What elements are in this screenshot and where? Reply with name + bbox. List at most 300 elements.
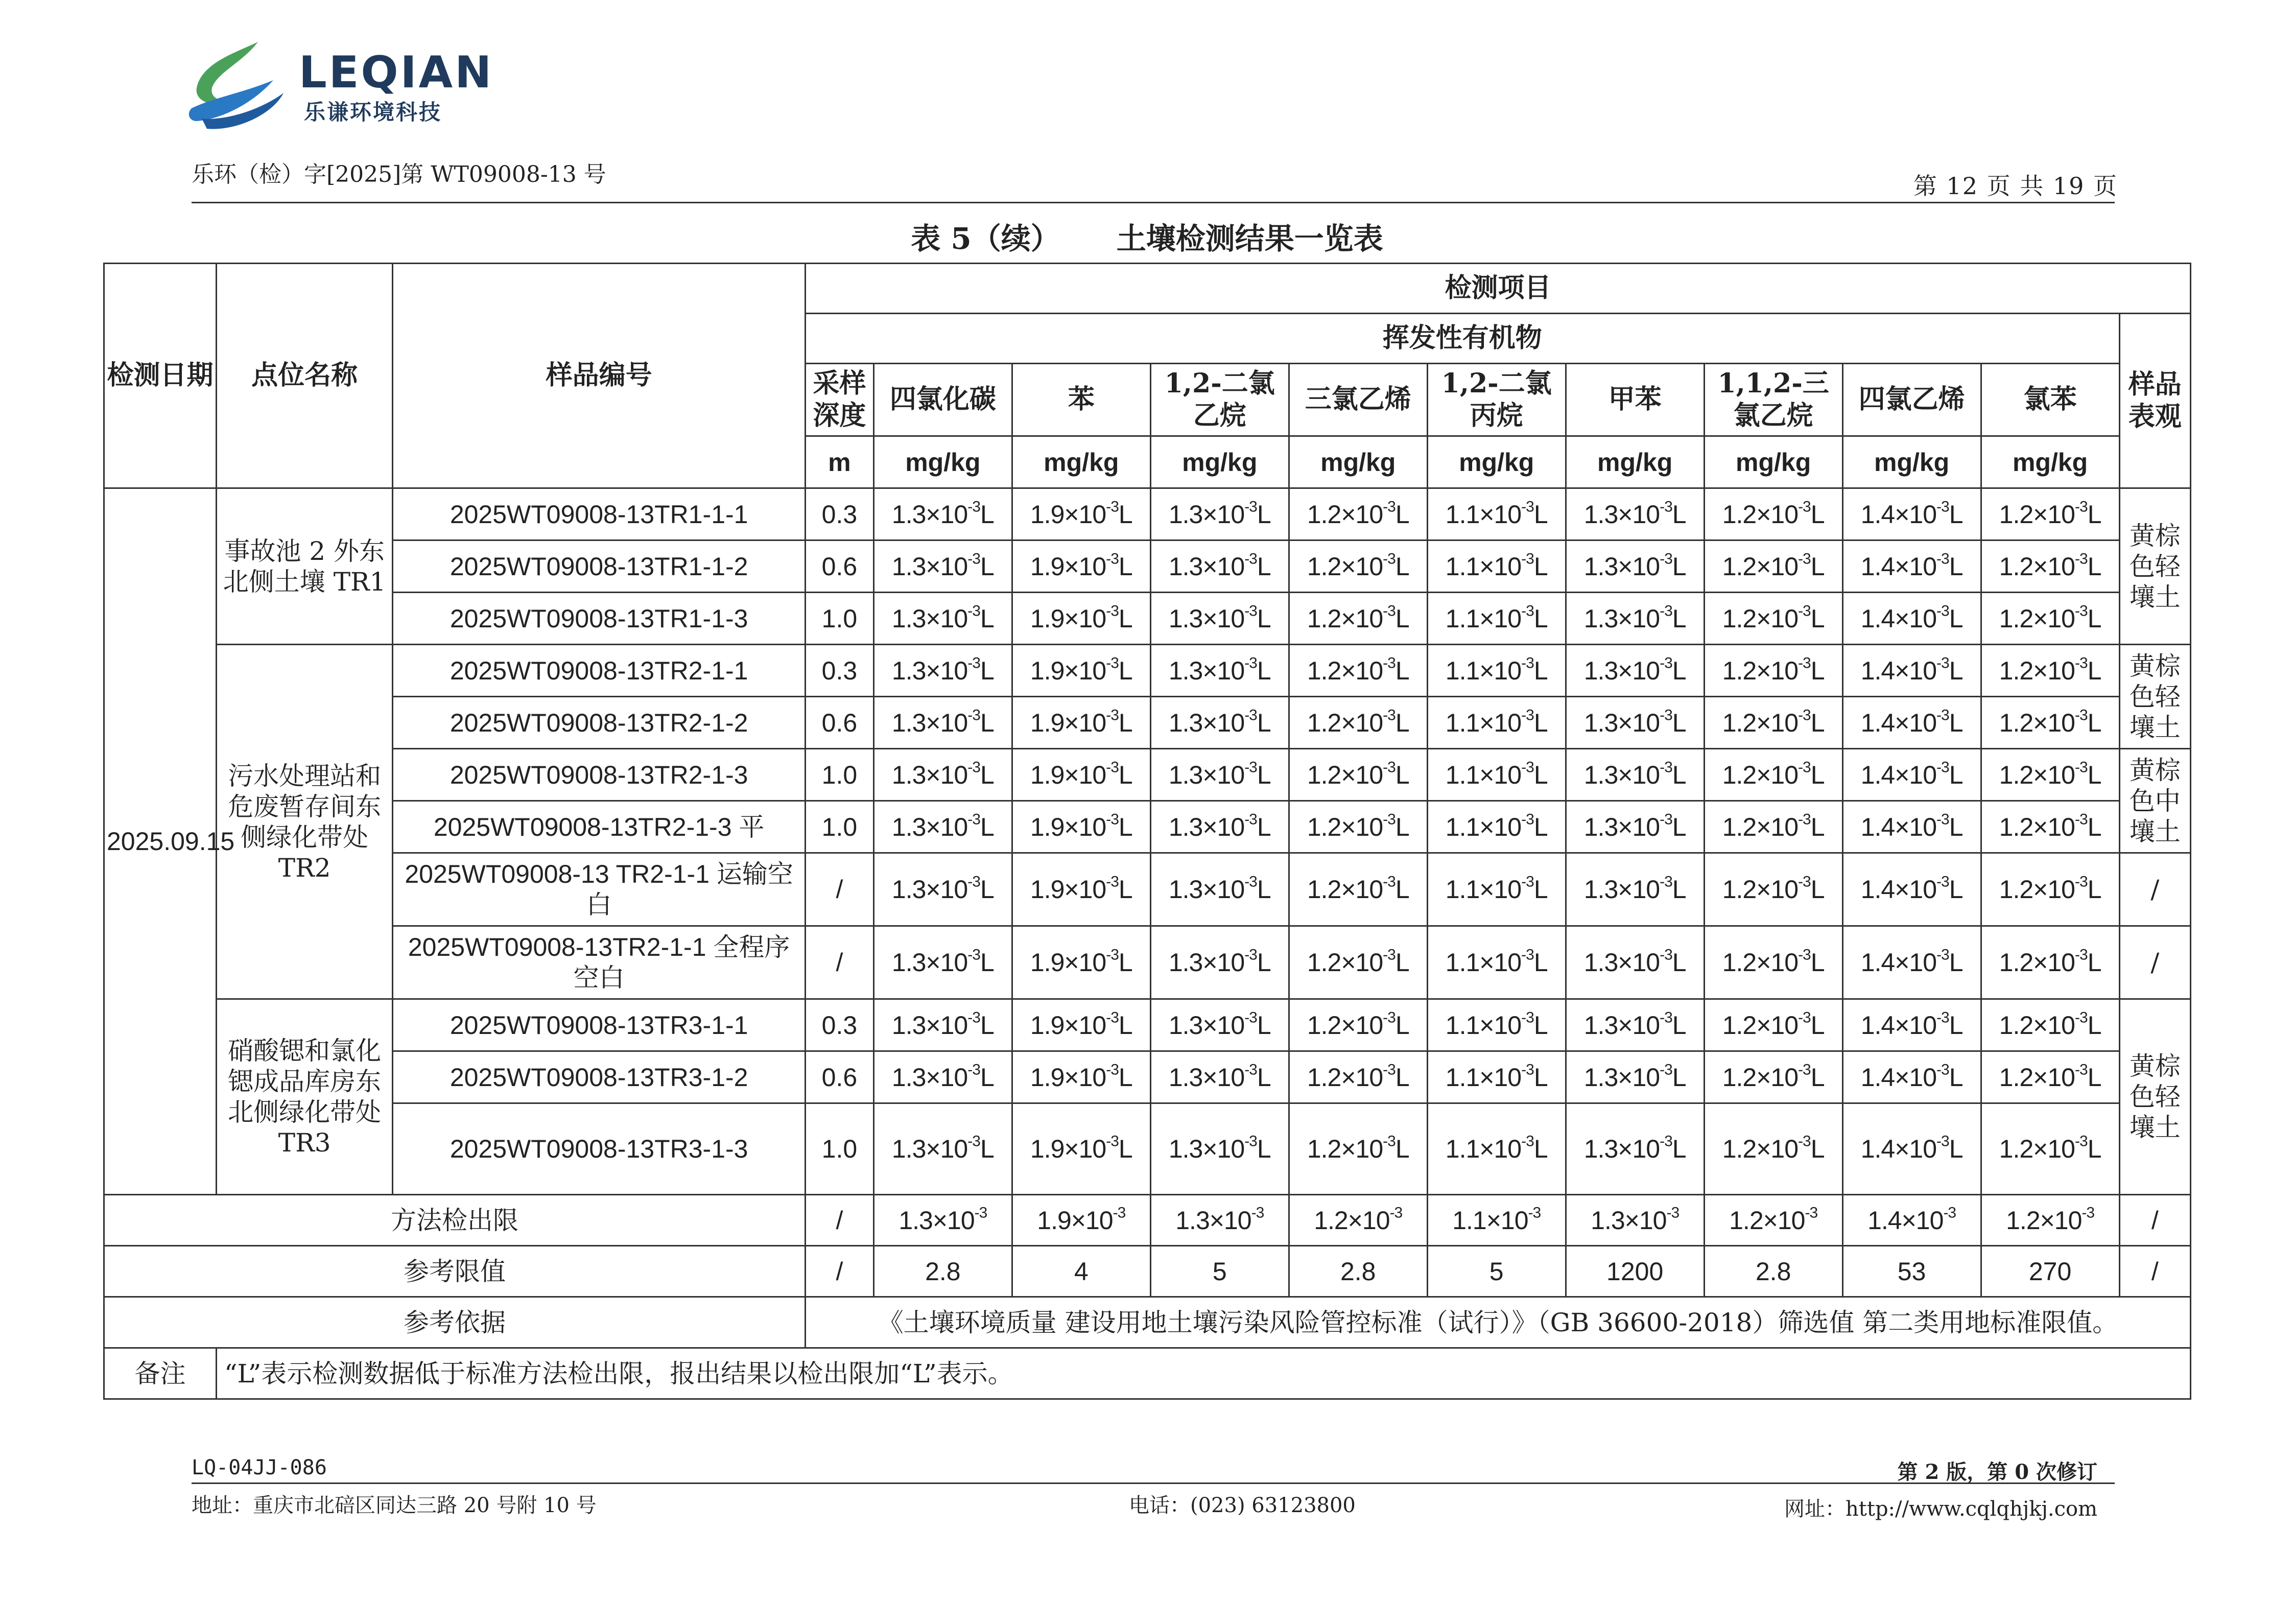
header-date: 检测日期	[104, 264, 217, 488]
below-limit-flag: L	[1533, 760, 1548, 789]
mantissa: 1.4	[1860, 812, 1895, 841]
exponent: -3	[1106, 1009, 1119, 1026]
unit-conc: mg/kg	[873, 436, 1012, 488]
result-value	[1981, 645, 2119, 697]
below-limit-flag: L	[1395, 1010, 1409, 1040]
times-ten: ×10	[926, 708, 968, 737]
exponent: -3	[2075, 498, 2088, 515]
below-limit-flag: L	[1533, 875, 1548, 904]
mantissa: 1.2	[1999, 1135, 2033, 1163]
method-limit-appearance: /	[2119, 1195, 2190, 1246]
times-ten: ×10	[2033, 1063, 2075, 1092]
reference-limit-depth: /	[805, 1246, 873, 1297]
below-limit-flag: L	[1257, 812, 1271, 841]
times-ten: ×10	[926, 875, 968, 904]
mantissa: 1.3	[1168, 500, 1203, 529]
exponent: -3	[1521, 654, 1534, 671]
mantissa: 1.3	[891, 708, 926, 737]
exponent: -3	[1244, 946, 1257, 963]
times-ten: ×10	[926, 812, 968, 841]
mantissa: 1.3	[1168, 604, 1203, 633]
times-ten: ×10	[1486, 1206, 1528, 1235]
times-ten: ×10	[1064, 812, 1106, 841]
result-value	[1842, 926, 1981, 999]
times-ten: ×10	[1756, 656, 1799, 685]
exponent: -3	[1936, 1009, 1949, 1026]
sample-depth: 0.3	[805, 645, 873, 697]
exponent: -3	[1936, 759, 1949, 775]
below-limit-flag: L	[2087, 1063, 2101, 1092]
times-ten: ×10	[1895, 760, 1937, 789]
mantissa: 1.2	[1307, 1010, 1341, 1040]
times-ten: ×10	[1202, 1010, 1245, 1040]
below-limit-flag: L	[1118, 500, 1132, 529]
below-limit-flag: L	[1395, 812, 1409, 841]
header-analyte: 1,1,2-三氯乙烷	[1704, 364, 1842, 436]
exponent: -3	[1106, 873, 1119, 890]
mantissa: 1.3	[1175, 1206, 1210, 1235]
mantissa: 1.3	[1583, 760, 1618, 789]
result-value	[1012, 853, 1150, 926]
result-value	[1289, 540, 1427, 593]
exponent: -3	[1106, 602, 1119, 619]
below-limit-flag: L	[1810, 1010, 1825, 1040]
times-ten: ×10	[1064, 604, 1106, 633]
below-limit-flag: L	[1533, 656, 1548, 685]
mantissa: 1.1	[1445, 812, 1480, 841]
mantissa: 1.2	[1307, 812, 1341, 841]
mantissa: 1.9	[1030, 604, 1065, 633]
exponent: -3	[1244, 759, 1257, 775]
exponent: -3	[1244, 1133, 1257, 1150]
method-limit-value	[1427, 1195, 1566, 1246]
exponent: -3	[1798, 1133, 1811, 1150]
times-ten: ×10	[2033, 656, 2075, 685]
result-value	[1289, 1103, 1427, 1195]
exponent: -3	[1521, 946, 1534, 963]
times-ten: ×10	[1895, 1135, 1937, 1163]
result-value	[873, 697, 1012, 749]
unit-conc: mg/kg	[1012, 436, 1150, 488]
exponent: -3	[1244, 873, 1257, 890]
document-number: 乐环（检）字[2025]第 WT09008-13 号	[192, 161, 606, 187]
exponent: -3	[1936, 602, 1949, 619]
times-ten: ×10	[1064, 1010, 1106, 1040]
exponent: -3	[1798, 602, 1811, 619]
times-ten: ×10	[1341, 1135, 1383, 1163]
result-value	[873, 853, 1012, 926]
times-ten: ×10	[2033, 552, 2075, 581]
mantissa: 1.9	[1030, 1135, 1065, 1163]
below-limit-flag: L	[1949, 812, 1963, 841]
times-ten: ×10	[1618, 708, 1660, 737]
mantissa: 1.2	[1722, 812, 1757, 841]
result-value	[873, 999, 1012, 1051]
mantissa: 1.3	[1168, 812, 1203, 841]
result-value	[1150, 593, 1289, 645]
result-value	[873, 926, 1012, 999]
times-ten: ×10	[1064, 760, 1106, 789]
below-limit-flag: L	[980, 1063, 994, 1092]
below-limit-flag: L	[1257, 760, 1271, 789]
sample-id: 2025WT09008-13TR3-1-2	[393, 1051, 806, 1103]
exponent: -3	[1528, 1204, 1541, 1221]
exponent: -3	[1660, 602, 1672, 619]
exponent: -3	[1521, 759, 1534, 775]
mantissa: 1.2	[1722, 1063, 1757, 1092]
mantissa: 1.9	[1030, 812, 1065, 841]
mantissa: 1.3	[1583, 552, 1618, 581]
mantissa: 1.4	[1860, 1063, 1895, 1092]
point-name: 硝酸锶和氯化锶成品库房东北侧绿化带处 TR3	[216, 999, 392, 1195]
reference-limit-value: 1200	[1566, 1246, 1704, 1297]
times-ten: ×10	[1341, 1063, 1383, 1092]
result-value	[1842, 697, 1981, 749]
mantissa: 1.3	[1168, 708, 1203, 737]
mantissa: 1.3	[1168, 552, 1203, 581]
below-limit-flag: L	[2087, 552, 2101, 581]
sample-depth: 0.6	[805, 1051, 873, 1103]
exponent: -3	[967, 602, 980, 619]
mantissa: 1.3	[891, 812, 926, 841]
sample-appearance: /	[2119, 926, 2190, 999]
mantissa: 1.9	[1030, 552, 1065, 581]
mantissa: 1.2	[1307, 604, 1341, 633]
exponent: -3	[1660, 550, 1672, 567]
exponent: -3	[1798, 654, 1811, 671]
below-limit-flag: L	[1257, 1063, 1271, 1092]
below-limit-flag: L	[980, 875, 994, 904]
mantissa: 1.2	[1307, 1135, 1341, 1163]
times-ten: ×10	[1895, 604, 1937, 633]
times-ten: ×10	[1479, 1063, 1522, 1092]
result-value	[873, 749, 1012, 801]
method-limit-label: 方法检出限	[104, 1195, 806, 1246]
result-value	[1012, 1051, 1150, 1103]
exponent: -3	[1383, 759, 1396, 775]
mantissa: 1.3	[1583, 1063, 1618, 1092]
exponent: -3	[967, 811, 980, 828]
result-value	[1427, 540, 1566, 593]
result-value	[1704, 540, 1842, 593]
below-limit-flag: L	[1949, 552, 1963, 581]
exponent: -3	[1106, 550, 1119, 567]
mantissa: 1.4	[1860, 552, 1895, 581]
header-analyte: 四氯化碳	[873, 364, 1012, 436]
below-limit-flag: L	[1395, 875, 1409, 904]
exponent: -3	[1660, 811, 1672, 828]
result-value	[1704, 926, 1842, 999]
result-value	[1566, 999, 1704, 1051]
sample-id: 2025WT09008-13TR1-1-1	[393, 488, 806, 540]
times-ten: ×10	[1618, 948, 1660, 977]
footer-address: 地址：重庆市北碚区同达三路 20 号附 10 号	[192, 1494, 597, 1517]
times-ten: ×10	[1756, 604, 1799, 633]
mantissa: 1.4	[1860, 1010, 1895, 1040]
result-value	[873, 645, 1012, 697]
exponent: -3	[1383, 1133, 1396, 1150]
below-limit-flag: L	[1949, 1010, 1963, 1040]
exponent: -3	[1936, 707, 1949, 723]
result-value	[1704, 488, 1842, 540]
result-value	[1704, 593, 1842, 645]
exponent: -3	[1660, 1133, 1672, 1150]
exponent: -3	[967, 498, 980, 515]
below-limit-flag: L	[1257, 875, 1271, 904]
result-value	[1981, 1103, 2119, 1195]
result-value	[1704, 749, 1842, 801]
times-ten: ×10	[1763, 1206, 1805, 1235]
mantissa: 1.4	[1867, 1206, 1902, 1235]
below-limit-flag: L	[1672, 1063, 1686, 1092]
sample-depth: 0.6	[805, 540, 873, 593]
exponent: -3	[967, 946, 980, 963]
exponent: -3	[1936, 498, 1949, 515]
mantissa: 1.3	[1583, 812, 1618, 841]
point-name: 事故池 2 外东北侧土壤 TR1	[216, 488, 392, 645]
exponent: -3	[1244, 602, 1257, 619]
exponent: -3	[1798, 759, 1811, 775]
times-ten: ×10	[2040, 1206, 2082, 1235]
below-limit-flag: L	[1810, 760, 1825, 789]
below-limit-flag: L	[1672, 948, 1686, 977]
exponent: -3	[2075, 1009, 2088, 1026]
times-ten: ×10	[1341, 552, 1383, 581]
times-ten: ×10	[1756, 812, 1799, 841]
mantissa: 1.2	[1999, 604, 2033, 633]
exponent: -3	[1660, 498, 1672, 515]
mantissa: 1.2	[1999, 948, 2033, 977]
times-ten: ×10	[1618, 875, 1660, 904]
result-value	[1981, 488, 2119, 540]
mantissa: 1.4	[1860, 760, 1895, 789]
times-ten: ×10	[1202, 1135, 1245, 1163]
below-limit-flag: L	[2087, 604, 2101, 633]
sample-depth: 1.0	[805, 1103, 873, 1195]
result-value	[1981, 853, 2119, 926]
mantissa: 1.1	[1445, 875, 1480, 904]
exponent: -3	[1383, 550, 1396, 567]
times-ten: ×10	[1202, 812, 1245, 841]
unit-conc: mg/kg	[1704, 436, 1842, 488]
below-limit-flag: L	[1257, 604, 1271, 633]
below-limit-flag: L	[1672, 656, 1686, 685]
result-value	[1704, 853, 1842, 926]
exponent: -3	[967, 550, 980, 567]
exponent: -3	[2075, 811, 2088, 828]
result-value	[1566, 593, 1704, 645]
times-ten: ×10	[1895, 500, 1937, 529]
exponent: -3	[1798, 498, 1811, 515]
footer-website: 网址：http://www.cqlqhjkj.com	[1784, 1497, 2097, 1521]
result-value	[1842, 1103, 1981, 1195]
below-limit-flag: L	[2087, 1010, 2101, 1040]
result-value	[1981, 540, 2119, 593]
times-ten: ×10	[1618, 604, 1660, 633]
below-limit-flag: L	[1395, 1135, 1409, 1163]
below-limit-flag: L	[1395, 500, 1409, 529]
mantissa: 1.2	[1307, 500, 1341, 529]
mantissa: 1.3	[891, 760, 926, 789]
result-value	[1150, 1103, 1289, 1195]
table-row	[104, 645, 2191, 697]
times-ten: ×10	[1756, 760, 1799, 789]
times-ten: ×10	[1618, 812, 1660, 841]
exponent: -3	[2075, 1133, 2088, 1150]
sample-depth: 1.0	[805, 749, 873, 801]
result-value	[1981, 593, 2119, 645]
unit-conc: mg/kg	[1842, 436, 1981, 488]
times-ten: ×10	[1479, 604, 1522, 633]
below-limit-flag: L	[1395, 656, 1409, 685]
mantissa: 1.3	[1583, 500, 1618, 529]
exponent: -3	[1660, 1009, 1672, 1026]
exponent: -3	[1798, 873, 1811, 890]
method-limit-value	[1289, 1195, 1427, 1246]
result-value	[1842, 540, 1981, 593]
sample-depth: 0.3	[805, 999, 873, 1051]
below-limit-flag: L	[1672, 552, 1686, 581]
sample-id: 2025WT09008-13TR2-1-2	[393, 697, 806, 749]
mantissa: 1.9	[1030, 948, 1065, 977]
below-limit-flag: L	[1533, 812, 1548, 841]
exponent: -3	[1521, 1133, 1534, 1150]
times-ten: ×10	[1202, 948, 1245, 977]
below-limit-flag: L	[1672, 1010, 1686, 1040]
method-limit-depth: /	[805, 1195, 873, 1246]
exponent: -3	[1106, 654, 1119, 671]
exponent: -3	[967, 1009, 980, 1026]
footer-rule	[192, 1482, 2115, 1484]
times-ten: ×10	[1202, 500, 1245, 529]
below-limit-flag: L	[1533, 708, 1548, 737]
result-value	[1842, 593, 1981, 645]
times-ten: ×10	[1479, 500, 1522, 529]
exponent: -3	[1383, 1009, 1396, 1026]
result-value	[1427, 697, 1566, 749]
times-ten: ×10	[926, 1135, 968, 1163]
result-value	[1981, 926, 2119, 999]
mantissa: 1.3	[1583, 604, 1618, 633]
footer-phone: 电话：(023) 63123800	[1129, 1494, 1356, 1517]
exponent: -3	[2075, 759, 2088, 775]
sample-depth: 1.0	[805, 593, 873, 645]
exponent: -3	[1383, 1061, 1396, 1078]
result-value	[1704, 999, 1842, 1051]
times-ten: ×10	[1618, 552, 1660, 581]
result-value	[1981, 697, 2119, 749]
mantissa: 1.3	[891, 604, 926, 633]
times-ten: ×10	[1756, 552, 1799, 581]
below-limit-flag: L	[1672, 1135, 1686, 1163]
method-limit-value	[1566, 1195, 1704, 1246]
result-value	[1981, 999, 2119, 1051]
below-limit-flag: L	[1949, 1135, 1963, 1163]
mantissa: 1.2	[1722, 500, 1757, 529]
result-value	[1150, 999, 1289, 1051]
exponent: -3	[1936, 873, 1949, 890]
mantissa: 1.3	[1168, 1063, 1203, 1092]
times-ten: ×10	[926, 552, 968, 581]
mantissa: 1.3	[891, 552, 926, 581]
unit-conc: mg/kg	[1427, 436, 1566, 488]
times-ten: ×10	[932, 1206, 975, 1235]
times-ten: ×10	[1202, 552, 1245, 581]
result-value	[1012, 1103, 1150, 1195]
exponent: -3	[1251, 1204, 1264, 1221]
sample-depth: /	[805, 853, 873, 926]
point-name: 污水处理站和危废暂存间东侧绿化带处 TR2	[216, 645, 392, 999]
below-limit-flag: L	[2087, 656, 2101, 685]
mantissa: 1.9	[1030, 708, 1065, 737]
result-value	[1012, 926, 1150, 999]
below-limit-flag: L	[1257, 1010, 1271, 1040]
table-row	[104, 488, 2191, 540]
remark-label: 备注	[104, 1348, 217, 1399]
times-ten: ×10	[2033, 948, 2075, 977]
mantissa: 1.3	[1168, 656, 1203, 685]
mantissa: 1.4	[1860, 500, 1895, 529]
result-value	[1427, 593, 1566, 645]
mantissa: 1.9	[1030, 656, 1065, 685]
exponent: -3	[1798, 550, 1811, 567]
exponent: -3	[1798, 946, 1811, 963]
times-ten: ×10	[1341, 604, 1383, 633]
times-ten: ×10	[926, 1010, 968, 1040]
mantissa: 1.2	[1999, 656, 2033, 685]
times-ten: ×10	[1479, 812, 1522, 841]
times-ten: ×10	[926, 500, 968, 529]
result-value	[1289, 593, 1427, 645]
below-limit-flag: L	[1257, 500, 1271, 529]
sample-id: 2025WT09008-13 TR2-1-1 运输空白	[393, 853, 806, 926]
mantissa: 1.2	[1307, 708, 1341, 737]
mantissa: 1.2	[1307, 1063, 1341, 1092]
reference-limit-value: 53	[1842, 1246, 1981, 1297]
mantissa: 1.1	[1445, 1010, 1480, 1040]
times-ten: ×10	[1341, 500, 1383, 529]
below-limit-flag: L	[2087, 760, 2101, 789]
below-limit-flag: L	[1810, 708, 1825, 737]
below-limit-flag: L	[1533, 1010, 1548, 1040]
sample-id: 2025WT09008-13TR3-1-1	[393, 999, 806, 1051]
times-ten: ×10	[1756, 948, 1799, 977]
reference-limit-value: 4	[1012, 1246, 1150, 1297]
exponent: -3	[1383, 707, 1396, 723]
exponent: -3	[1660, 654, 1672, 671]
below-limit-flag: L	[1118, 1010, 1132, 1040]
times-ten: ×10	[1479, 656, 1522, 685]
below-limit-flag: L	[1949, 948, 1963, 977]
result-value	[873, 1051, 1012, 1103]
header-voc: 挥发性有机物	[805, 314, 2119, 364]
mantissa: 1.4	[1860, 656, 1895, 685]
below-limit-flag: L	[1672, 604, 1686, 633]
exponent: -3	[2075, 946, 2088, 963]
below-limit-flag: L	[1949, 604, 1963, 633]
exponent: -3	[1936, 550, 1949, 567]
exponent: -3	[1113, 1204, 1126, 1221]
below-limit-flag: L	[1257, 708, 1271, 737]
exponent: -3	[2075, 1061, 2088, 1078]
exponent: -3	[1936, 654, 1949, 671]
exponent: -3	[967, 1133, 980, 1150]
exponent: -3	[1383, 654, 1396, 671]
reference-limit-appearance: /	[2119, 1246, 2190, 1297]
below-limit-flag: L	[980, 1010, 994, 1040]
times-ten: ×10	[1756, 1063, 1799, 1092]
mantissa: 1.3	[1583, 708, 1618, 737]
